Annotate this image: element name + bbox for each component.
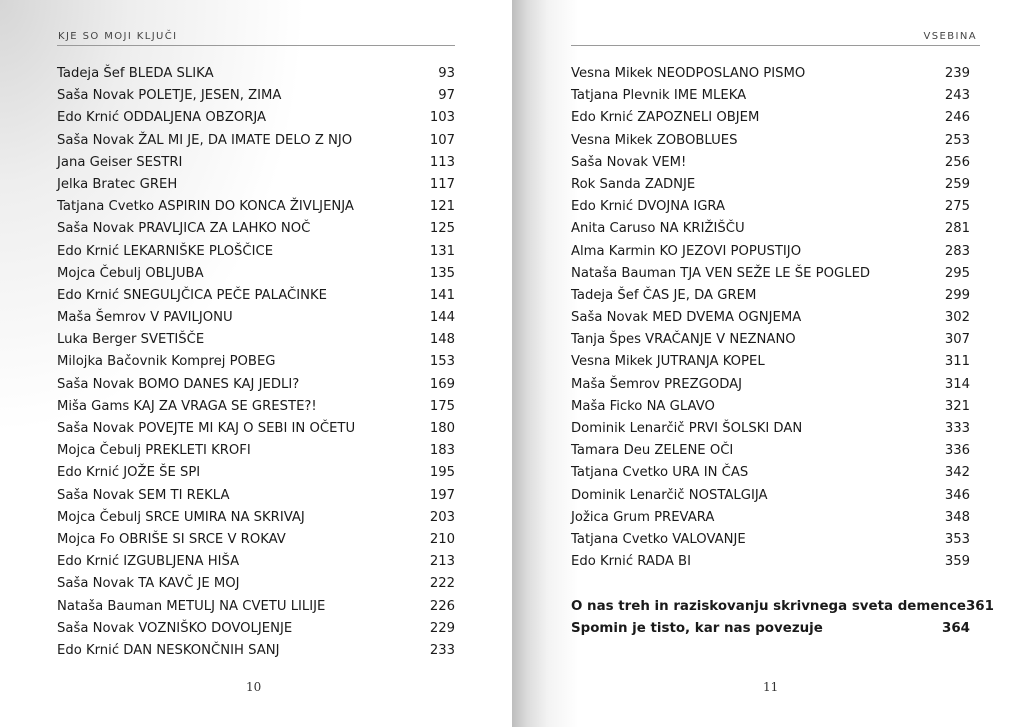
toc-entry xyxy=(571,551,970,573)
toc-list xyxy=(571,63,994,640)
entry-title: Tamara Deu ZELENE OČI xyxy=(571,443,734,459)
entry-title: Rok Sanda ZADNJE xyxy=(571,176,696,192)
entry-title: Maša Šemrov PREZGODAJ xyxy=(571,376,743,392)
entry-page-number: 113 xyxy=(429,154,455,170)
toc-entry xyxy=(571,485,970,507)
entry-title: Tatjana Plevnik IME MLEKA xyxy=(571,88,747,104)
toc-entry xyxy=(571,285,970,307)
running-head: VSEBINA xyxy=(923,31,977,42)
entry-title: Dominik Lenarčič NOSTALGIJA xyxy=(571,487,768,503)
entry-title: Miša Gams KAJ ZA VRAGA SE GRESTE?! xyxy=(57,398,317,414)
entry-title: O nas treh in raziskovanju skrivnega sveta demence xyxy=(571,598,966,614)
entry-page-number: 233 xyxy=(429,642,455,658)
header-rule xyxy=(571,45,980,46)
entry-page-number: 259 xyxy=(944,176,970,192)
entry-page-number: 333 xyxy=(944,421,970,436)
entry-title: Saša Novak SEM TI REKLA xyxy=(57,487,230,503)
entry-title: Vesna Mikek ZOBOBLUES xyxy=(571,132,738,148)
section-gap xyxy=(571,573,970,595)
toc-entry xyxy=(57,329,455,351)
toc-entry xyxy=(571,462,970,484)
entry-page-number: 359 xyxy=(944,554,970,570)
entry-page-number: 183 xyxy=(429,443,455,459)
toc-entry xyxy=(57,218,455,240)
toc-entry xyxy=(57,63,455,85)
page-number: 11 xyxy=(763,680,779,694)
entry-title: Edo Krnić JOŽE ŠE SPI xyxy=(57,465,201,481)
toc-entry xyxy=(571,618,970,640)
entry-title: Saša Novak TA KAVČ JE MOJ xyxy=(57,576,240,592)
toc-list xyxy=(57,63,455,662)
toc-entry xyxy=(57,152,455,174)
entry-page-number: 203 xyxy=(429,509,455,525)
entry-page-number: 148 xyxy=(429,332,455,348)
entry-title: Edo Krnić ODDALJENA OBZORJA xyxy=(57,110,267,126)
entry-page-number: 348 xyxy=(944,509,970,525)
toc-entry xyxy=(571,596,994,618)
toc-entry xyxy=(571,174,970,196)
header-rule xyxy=(57,45,455,46)
toc-entry xyxy=(57,374,455,396)
toc-entry xyxy=(571,529,970,551)
entry-page-number: 131 xyxy=(429,243,455,259)
page-number: 10 xyxy=(246,680,262,694)
entry-page-number: 314 xyxy=(944,376,970,392)
entry-title: Vesna Mikek NEODPOSLANO PISMO xyxy=(571,66,806,81)
toc-entry xyxy=(57,107,455,129)
toc-entry xyxy=(571,130,970,152)
entry-page-number: 302 xyxy=(944,310,970,326)
entry-title: Edo Krnić ZAPOZNELI OBJEM xyxy=(571,110,760,126)
entry-page-number: 97 xyxy=(438,88,455,104)
entry-title: Edo Krnić RADA BI xyxy=(571,554,691,570)
toc-entry xyxy=(57,351,455,373)
entry-title: Edo Krnić DAN NESKONČNIH SANJ xyxy=(57,642,280,658)
entry-title: Saša Novak BOMO DANES KAJ JEDLI? xyxy=(57,376,300,392)
entry-page-number: 226 xyxy=(429,598,455,614)
toc-entry xyxy=(57,529,455,551)
entry-title: Edo Krnić DVOJNA IGRA xyxy=(571,199,726,215)
entry-page-number: 311 xyxy=(944,354,970,370)
entry-title: Mojca Čebulj PREKLETI KROFI xyxy=(57,443,251,459)
entry-title: Tatjana Cvetko URA IN ČAS xyxy=(571,465,749,481)
entry-page-number: 103 xyxy=(429,110,455,126)
entry-page-number: 346 xyxy=(944,487,970,503)
entry-title: Tadeja Šef ČAS JE, DA GREM xyxy=(571,287,757,303)
entry-title: Tatjana Cvetko ASPIRIN DO KONCA ŽIVLJENJA xyxy=(57,199,354,215)
entry-title: Mojca Fo OBRIŠE SI SRCE V ROKAV xyxy=(57,531,286,547)
entry-page-number: 153 xyxy=(429,354,455,370)
entry-page-number: 180 xyxy=(429,421,455,436)
entry-title: Alma Karmin KO JEZOVI POPUSTIJO xyxy=(571,243,802,259)
entry-page-number: 195 xyxy=(429,465,455,481)
entry-page-number: 135 xyxy=(429,265,455,281)
entry-title: Saša Novak MED DVEMA OGNJEMA xyxy=(571,310,802,326)
entry-page-number: 353 xyxy=(944,531,970,547)
entry-page-number: 169 xyxy=(429,376,455,392)
toc-entry xyxy=(571,196,970,218)
entry-page-number: 321 xyxy=(944,398,970,414)
toc-entry xyxy=(57,573,455,595)
toc-entry xyxy=(57,507,455,529)
entry-page-number: 281 xyxy=(944,221,970,237)
entry-title: Nataša Bauman METULJ NA CVETU LILIJE xyxy=(57,598,326,614)
entry-title: Jana Geiser SESTRI xyxy=(57,154,183,170)
entry-page-number: 117 xyxy=(429,176,455,192)
toc-entry xyxy=(57,85,455,107)
entry-title: Tatjana Cvetko VALOVANJE xyxy=(571,531,746,547)
toc-entry xyxy=(57,263,455,285)
entry-title: Edo Krnić LEKARNIŠKE PLOŠČICE xyxy=(57,243,274,259)
toc-entry xyxy=(571,107,970,129)
toc-entry xyxy=(571,263,970,285)
toc-entry xyxy=(57,640,455,662)
entry-page-number: 141 xyxy=(429,287,455,303)
toc-entry xyxy=(571,418,970,440)
entry-page-number: 197 xyxy=(429,487,455,503)
entry-page-number: 229 xyxy=(429,620,455,636)
toc-entry xyxy=(571,396,970,418)
entry-title: Saša Novak POLETJE, JESEN, ZIMA xyxy=(57,88,282,104)
entry-page-number: 243 xyxy=(944,88,970,104)
toc-entry xyxy=(57,130,455,152)
entry-title: Spomin je tisto, kar nas povezuje xyxy=(571,620,823,636)
entry-title: Milojka Bačovnik Komprej POBEG xyxy=(57,354,276,370)
toc-entry xyxy=(57,174,455,196)
entry-title: Saša Novak POVEJTE MI KAJ O SEBI IN OČETU xyxy=(57,421,356,436)
entry-page-number: 246 xyxy=(944,110,970,126)
toc-entry xyxy=(571,63,970,85)
toc-entry xyxy=(57,241,455,263)
entry-title: Jožica Grum PREVARA xyxy=(571,509,715,525)
entry-page-number: 175 xyxy=(429,398,455,414)
entry-title: Nataša Bauman TJA VEN SEŽE LE ŠE POGLED xyxy=(571,265,871,281)
toc-entry xyxy=(57,396,455,418)
entry-page-number: 283 xyxy=(944,243,970,259)
entry-page-number: 93 xyxy=(438,66,455,81)
entry-page-number: 253 xyxy=(944,132,970,148)
entry-page-number: 361 xyxy=(965,598,994,614)
entry-page-number: 144 xyxy=(429,310,455,326)
entry-title: Saša Novak PRAVLJICA ZA LAHKO NOČ xyxy=(57,221,311,237)
toc-entry xyxy=(571,440,970,462)
entry-title: Tadeja Šef BLEDA SLIKA xyxy=(57,66,214,81)
entry-title: Luka Berger SVETIŠČE xyxy=(57,332,205,348)
entry-title: Saša Novak VEM! xyxy=(571,154,687,170)
toc-entry xyxy=(571,351,970,373)
toc-entry xyxy=(571,152,970,174)
entry-title: Jelka Bratec GREH xyxy=(57,176,178,192)
toc-entry xyxy=(57,285,455,307)
entry-title: Anita Caruso NA KRIŽIŠČU xyxy=(571,221,745,237)
entry-page-number: 295 xyxy=(944,265,970,281)
entry-page-number: 256 xyxy=(944,154,970,170)
toc-entry xyxy=(571,329,970,351)
entry-page-number: 364 xyxy=(942,620,970,636)
entry-title: Edo Krnić IZGUBLJENA HIŠA xyxy=(57,554,240,570)
toc-entry xyxy=(57,596,455,618)
toc-entry xyxy=(57,418,455,440)
entry-page-number: 336 xyxy=(944,443,970,459)
entry-page-number: 307 xyxy=(944,332,970,348)
entry-title: Mojca Čebulj SRCE UMIRA NA SKRIVAJ xyxy=(57,509,305,525)
toc-entry xyxy=(57,618,455,640)
toc-entry xyxy=(571,218,970,240)
entry-page-number: 299 xyxy=(944,287,970,303)
right-page xyxy=(512,0,1024,727)
entry-title: Tanja Špes VRAČANJE V NEZNANO xyxy=(571,332,796,348)
entry-page-number: 342 xyxy=(944,465,970,481)
entry-title: Maša Šemrov V PAVILJONU xyxy=(57,310,233,326)
entry-page-number: 125 xyxy=(429,221,455,237)
toc-entry xyxy=(57,551,455,573)
entry-title: Mojca Čebulj OBLJUBA xyxy=(57,265,204,281)
toc-entry xyxy=(571,374,970,396)
toc-entry xyxy=(57,307,455,329)
entry-page-number: 275 xyxy=(944,199,970,215)
entry-title: Saša Novak VOZNIŠKO DOVOLJENJE xyxy=(57,620,293,636)
entry-title: Dominik Lenarčič PRVI ŠOLSKI DAN xyxy=(571,421,803,436)
toc-entry xyxy=(571,507,970,529)
entry-page-number: 121 xyxy=(429,199,455,215)
running-head: KJE SO MOJI KLJUČI xyxy=(58,31,178,42)
entry-title: Saša Novak ŽAL MI JE, DA IMATE DELO Z NJO xyxy=(57,132,353,148)
entry-page-number: 239 xyxy=(944,66,970,81)
toc-entry xyxy=(57,440,455,462)
toc-entry xyxy=(57,485,455,507)
entry-title: Maša Ficko NA GLAVO xyxy=(571,398,715,414)
toc-entry xyxy=(571,241,970,263)
toc-entry xyxy=(571,85,970,107)
toc-entry xyxy=(57,196,455,218)
entry-page-number: 107 xyxy=(429,132,455,148)
entry-page-number: 210 xyxy=(429,531,455,547)
toc-entry xyxy=(57,462,455,484)
entry-title: Edo Krnić SNEGULJČICA PEČE PALAČINKE xyxy=(57,287,327,303)
entry-title: Vesna Mikek JUTRANJA KOPEL xyxy=(571,354,765,370)
entry-page-number: 213 xyxy=(429,554,455,570)
toc-entry xyxy=(571,307,970,329)
entry-page-number: 222 xyxy=(429,576,455,592)
